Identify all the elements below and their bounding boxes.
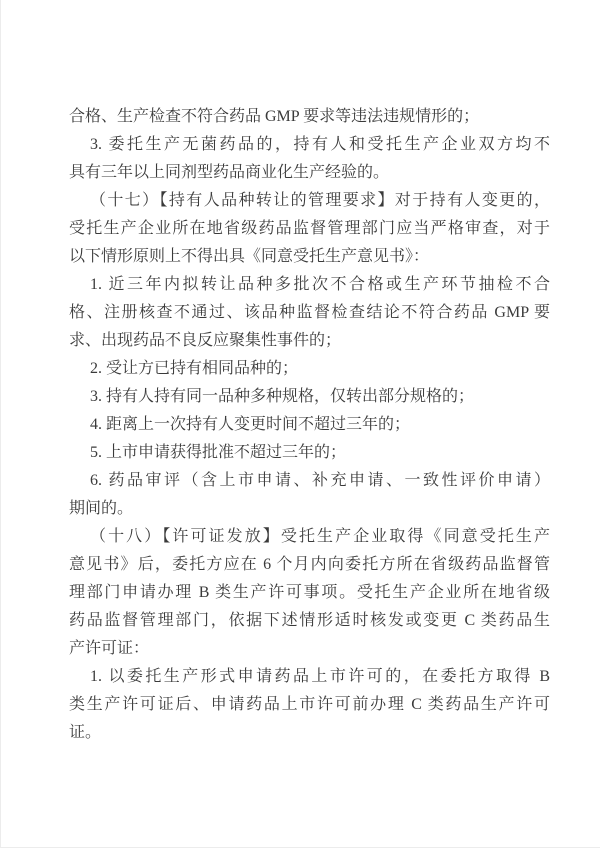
text-line: 求、出现药品不良反应聚集性事件的； xyxy=(69,332,342,349)
text-line: 具有三年以上同剂型药品商业化生产经验的。 xyxy=(69,164,390,181)
text-line: 理部门申请办理 B 类生产许可事项。受托生产企业所在地省级 xyxy=(69,584,550,601)
text-line: 3. 委托生产无菌药品的，持有人和受托生产企业双方均不 xyxy=(90,136,550,153)
text-line: 产许可证： xyxy=(69,640,150,657)
text-line: 期间的。 xyxy=(69,500,134,517)
text-line: 4. 距离上一次持有人变更时间不超过三年的； xyxy=(90,416,411,433)
text-line: （十七）【持有人品种转让的管理要求】对于持有人变更的， xyxy=(90,192,550,209)
page-edge-left xyxy=(0,0,1,848)
text-line: 5. 上市申请获得批准不超过三年的； xyxy=(90,444,347,461)
text-block xyxy=(69,103,550,747)
text-line: 以下情形原则上不得出具《同意受托生产意见书》： xyxy=(69,248,430,265)
text-line: 格、注册核查不通过、该品种监督检查结论不符合药品 GMP 要 xyxy=(69,304,550,321)
text-line: 1. 以委托生产形式申请药品上市许可的，在委托方取得 B xyxy=(90,668,550,685)
text-line: 3. 持有人持有同一品种多种规格，仅转出部分规格的； xyxy=(90,388,475,405)
text-line: 合格、生产检查不符合药品 GMP 要求等违法违规情形的； xyxy=(69,108,480,125)
text-line: 1. 近三年内拟转让品种多批次不合格或生产环节抽检不合 xyxy=(90,276,550,293)
text-line: 6. 药品审评（含上市申请、补充申请、一致性评价申请） xyxy=(90,472,550,489)
text-line: 类生产许可证后、申请药品上市许可前办理 C 类药品生产许可 xyxy=(69,696,550,713)
text-line: 2. 受让方已持有相同品种的； xyxy=(90,360,299,377)
text-line: 药品监督管理部门，依据下述情形适时核发或变更 C 类药品生 xyxy=(69,612,550,629)
text-line: （十八）【许可证发放】受托生产企业取得《同意受托生产 xyxy=(90,528,550,545)
text-line: 受托生产企业所在地省级药品监督管理部门应当严格审查，对于 xyxy=(69,220,550,237)
text-line: 证。 xyxy=(69,724,102,741)
text-line: 意见书》后，委托方应在 6 个月内向委托方所在省级药品监督管 xyxy=(69,556,550,573)
